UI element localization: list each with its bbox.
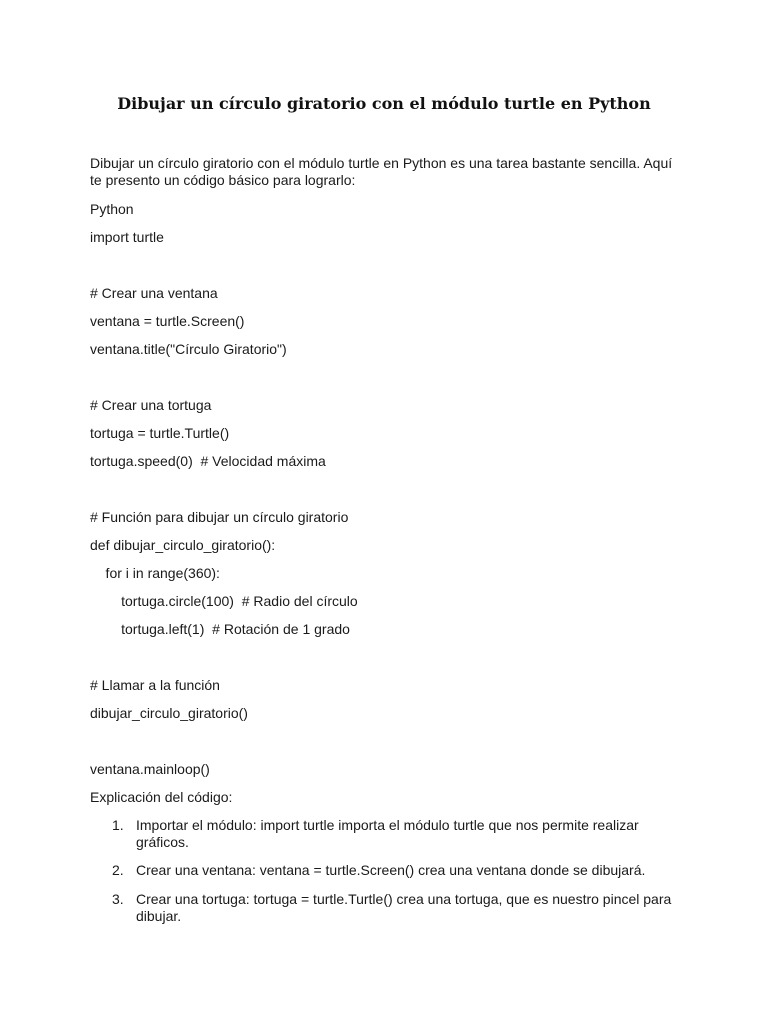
language-label: Python — [90, 201, 134, 217]
code-line: # Crear una ventana — [90, 285, 218, 301]
list-item-number: 2. — [112, 862, 124, 878]
list-item-text: Importar el módulo: import turtle importa el módulo turtle que nos permite realizar gráficos. — [136, 817, 639, 850]
list-item-text: Crear una tortuga: tortuga = turtle.Turtle() crea una tortuga, que es nuestro pincel para dibujar. — [136, 891, 672, 924]
code-line: tortuga.circle(100) # Radio del círculo — [90, 593, 358, 609]
code-line: tortuga = turtle.Turtle() — [90, 425, 230, 441]
document-title: Dibujar un círculo giratorio con el módulo turtle en Python — [117, 94, 651, 113]
code-line: for i in range(360): — [90, 565, 220, 581]
code-line: dibujar_circulo_giratorio() — [90, 705, 248, 721]
explanation-heading: Explicación del código: — [90, 789, 233, 805]
code-line: ventana = turtle.Screen() — [90, 313, 245, 329]
code-line: ventana.mainloop() — [90, 761, 210, 777]
code-line: tortuga.left(1) # Rotación de 1 grado — [90, 621, 350, 637]
list-item-number: 3. — [112, 891, 124, 907]
intro-paragraph: Dibujar un círculo giratorio con el módulo turtle en Python es una tarea bastante sencilla. Aquí te presento un código básico para lograrlo: — [90, 155, 673, 188]
code-line: def dibujar_circulo_giratorio(): — [90, 537, 276, 553]
code-line: import turtle — [90, 229, 164, 245]
code-line: ventana.title("Círculo Giratorio") — [90, 341, 287, 357]
list-item-number: 1. — [112, 817, 124, 833]
code-line: tortuga.speed(0) # Velocidad máxima — [90, 453, 326, 469]
code-line: # Función para dibujar un círculo giratorio — [90, 509, 349, 525]
code-line: # Llamar a la función — [90, 677, 220, 693]
code-line: # Crear una tortuga — [90, 397, 212, 413]
list-item-text: Crear una ventana: ventana = turtle.Screen() crea una ventana donde se dibujará. — [136, 862, 646, 878]
